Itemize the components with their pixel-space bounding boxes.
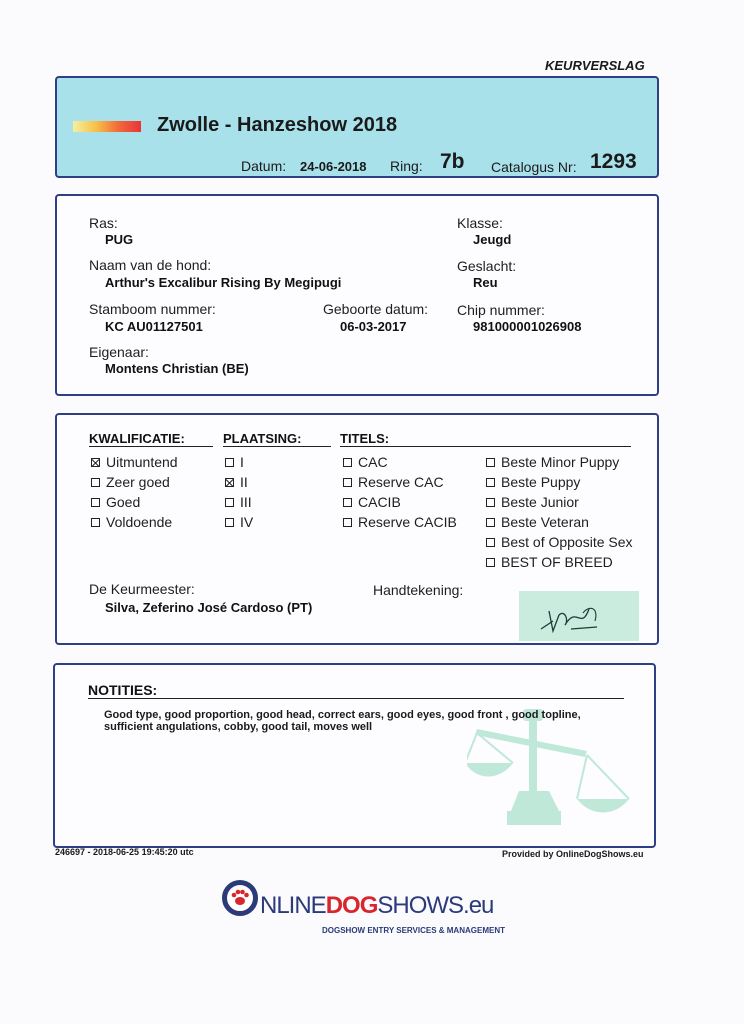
ras-value: PUG: [105, 232, 134, 247]
signature-image: [519, 591, 639, 641]
kwalificatie-option: [91, 514, 172, 530]
footer-provided-by: Provided by OnlineDogShows.eu: [502, 849, 644, 859]
ring-label: Ring:: [390, 158, 423, 174]
titel-option-label: CAC: [358, 454, 388, 470]
titel-option-label: Best of Opposite Sex: [501, 534, 633, 550]
titel-option: [486, 474, 580, 490]
plaatsing-option: [225, 474, 248, 490]
notes-line-1: Good type, good proportion, good head, correct ears, good eyes, good front , good topline,: [104, 709, 581, 721]
titel-option: [486, 454, 619, 470]
logo-text-shows: SHOWS.eu: [377, 892, 494, 919]
ring-value: 7b: [440, 150, 465, 173]
geslacht-label: Geslacht:: [457, 258, 517, 274]
checkbox-icon[interactable]: [225, 458, 234, 467]
checkbox-icon[interactable]: [225, 498, 234, 507]
notes-line-2: sufficient angulations, cobby, good tail, moves well: [104, 721, 373, 733]
plaatsing-option: [225, 454, 244, 470]
stamboom-label: Stamboom nummer:: [89, 301, 216, 317]
titel-option: [343, 454, 388, 470]
plaatsing-option: [225, 514, 253, 530]
ras-label: Ras:: [89, 215, 118, 231]
kwalificatie-option-label: Goed: [106, 494, 141, 510]
titel-option-label: Beste Minor Puppy: [501, 454, 620, 470]
kwalificatie-option: [91, 474, 170, 490]
titel-option-label: Reserve CACIB: [358, 514, 457, 530]
titel-option-label: Beste Veteran: [501, 514, 589, 530]
signature-scribble-icon: [519, 591, 639, 641]
eigenaar-value: Montens Christian (BE): [105, 361, 249, 376]
kwalificatie-option: [91, 454, 178, 470]
chip-value: 981000001026908: [473, 319, 582, 334]
onlinedogshows-logo[interactable]: [220, 878, 505, 940]
datum-label: Datum:: [241, 158, 287, 174]
checkbox-icon[interactable]: [486, 538, 495, 547]
kwalificatie-option: [91, 494, 140, 510]
document-label: KEURVERSLAG: [545, 58, 645, 73]
eigenaar-label: Eigenaar:: [89, 344, 149, 360]
checked-box-icon[interactable]: [91, 458, 100, 467]
footer-timestamp: 246697 - 2018-06-25 19:45:20 utc: [55, 847, 194, 857]
checkbox-icon[interactable]: [486, 478, 495, 487]
checkbox-icon[interactable]: [486, 558, 495, 567]
kwalificatie-underline: [89, 446, 213, 447]
checkbox-icon[interactable]: [486, 458, 495, 467]
checkbox-icon[interactable]: [225, 518, 234, 527]
titel-option: [343, 494, 401, 510]
kwalificatie-header: KWALIFICATIE:: [89, 431, 185, 446]
logo-text-dog: DOG: [325, 892, 378, 919]
plaatsing-option-label: IV: [240, 514, 254, 530]
naam-label: Naam van de hond:: [89, 257, 212, 273]
checkbox-icon[interactable]: [343, 478, 352, 487]
titel-option: [343, 474, 444, 490]
checkbox-icon[interactable]: [91, 478, 100, 487]
titel-option: [486, 554, 613, 570]
titel-option: [486, 514, 589, 530]
geboorte-value: 06-03-2017: [340, 319, 407, 334]
geboorte-label: Geboorte datum:: [323, 301, 429, 317]
titel-option-label: BEST OF BREED: [501, 554, 613, 570]
plaatsing-option: [225, 494, 252, 510]
kwalificatie-option-label: Zeer goed: [106, 474, 170, 490]
klasse-label: Klasse:: [457, 215, 503, 231]
checkbox-icon[interactable]: [343, 458, 352, 467]
checkbox-icon[interactable]: [486, 518, 495, 527]
datum-value: 24-06-2018: [300, 159, 367, 174]
color-bar-logo: [73, 121, 141, 132]
keurmeester-label: De Keurmeester:: [89, 581, 195, 597]
checked-box-icon[interactable]: [225, 478, 234, 487]
paw-circle-icon: [222, 880, 258, 916]
checkbox-icon[interactable]: [343, 498, 352, 507]
checkbox-icon[interactable]: [343, 518, 352, 527]
stamboom-value: KC AU01127501: [105, 319, 203, 334]
judging-box: [55, 413, 659, 645]
logo-tagline: DOGSHOW ENTRY SERVICES & MANAGEMENT: [322, 926, 505, 935]
geslacht-value: Reu: [473, 275, 498, 290]
checkbox-icon[interactable]: [91, 518, 100, 527]
checkbox-icon[interactable]: [91, 498, 100, 507]
titel-option: [486, 534, 633, 550]
catalogus-value: 1293: [590, 150, 637, 173]
handtekening-label: Handtekening:: [373, 582, 464, 598]
titel-option: [343, 514, 457, 530]
naam-value: Arthur's Excalibur Rising By Megipugi: [105, 275, 342, 290]
show-title: Zwolle - Hanzeshow 2018: [157, 114, 398, 136]
titels-header: TITELS:: [340, 431, 390, 446]
titel-option-label: Beste Junior: [501, 494, 579, 510]
klasse-value: Jeugd: [473, 232, 512, 247]
dog-info-box: [55, 194, 659, 396]
titel-option-label: Beste Puppy: [501, 474, 581, 490]
notes-box: [53, 663, 656, 848]
plaatsing-option-label: III: [240, 494, 252, 510]
logo-text-online: NLINE: [260, 892, 326, 919]
plaatsing-option-label: II: [240, 474, 248, 490]
titel-option-label: CACIB: [358, 494, 401, 510]
notes-underline: [88, 698, 624, 699]
kwalificatie-option-label: Voldoende: [106, 514, 173, 530]
titel-option: [486, 494, 579, 510]
notes-header: NOTITIES:: [88, 682, 158, 698]
catalogus-label: Catalogus Nr:: [491, 159, 577, 175]
checkbox-icon[interactable]: [486, 498, 495, 507]
titel-option-label: Reserve CAC: [358, 474, 444, 490]
keurmeester-value: Silva, Zeferino José Cardoso (PT): [105, 600, 313, 615]
plaatsing-option-label: I: [240, 454, 244, 470]
plaatsing-underline: [223, 446, 331, 447]
header-box: [55, 76, 659, 178]
chip-label: Chip nummer:: [457, 302, 545, 318]
titels-underline: [340, 446, 631, 447]
kwalificatie-option-label: Uitmuntend: [106, 454, 178, 470]
plaatsing-header: PLAATSING:: [223, 431, 302, 446]
